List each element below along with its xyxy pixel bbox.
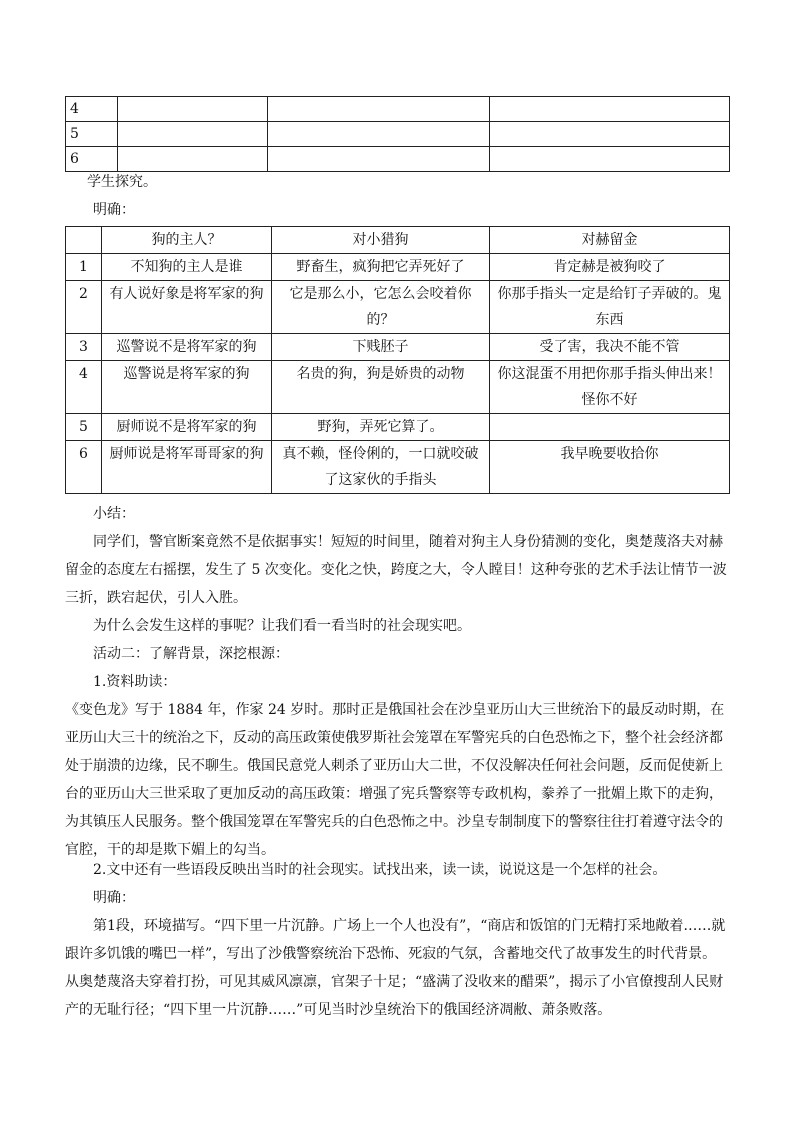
- hlj-attitude-cell: 你那手指头一定是给钉子弄破的。鬼东西: [490, 281, 730, 334]
- table-row: [66, 414, 730, 441]
- table-row: [66, 97, 730, 122]
- table-row: [66, 254, 730, 281]
- hlj-attitude-cell: 肯定赫是被狗咬了: [490, 254, 730, 281]
- analysis-paragraph: 第1段，环境描写。“四下里一片沉静。广场上一个人也没有”，“商店和饭馆的门无精打采地敞着……就跟许多饥饿的嘴巴一样”，写出了沙俄警察统治下恐怖、死寂的气氛，含蓄地交代了故事发生的时代背景。从奥楚蔑洛夫穿着打扮，可见其威风凛凛，官架子十足；“盛满了没收来的醋栗”，揭示了小官僚搜刮人民财产的无耻行径；“四下里一片沉静……”可见当时沙皇统治下的俄国经济凋敝、萧条败落。: [65, 918, 726, 1018]
- dog-attitude-cell: 野狗，弄死它算了。: [272, 414, 490, 441]
- owner-cell: 巡警说不是将军家的狗: [102, 334, 272, 361]
- owner-cell: 不知狗的主人是谁: [102, 254, 272, 281]
- table-row: [66, 281, 730, 334]
- table-row: [66, 334, 730, 361]
- summary-label: 小结：: [93, 506, 135, 522]
- top-table: [65, 96, 730, 172]
- analysis-table: [65, 226, 730, 494]
- row-number: 6: [66, 147, 118, 172]
- column-header: 对小猎狗: [272, 227, 490, 254]
- column-header: [66, 227, 102, 254]
- hlj-attitude-cell: [490, 414, 730, 441]
- hlj-attitude-cell: 我早晚要收拾你: [490, 441, 730, 494]
- row-number: 4: [66, 97, 118, 122]
- clarify-label: 明确：: [93, 202, 135, 218]
- table-cell: [268, 97, 490, 122]
- summary-paragraph: 同学们，警官断案竟然不是依据事实！短短的时间里，随着对狗主人身份猜测的变化，奥楚蔑洛夫对赫留金的态度左右摇摆，发生了 5 次变化。变化之快，跨度之大，令人瞠目！这种夸张的艺术手法让情节一波三折，跌宕起伏，引人入胜。: [65, 534, 727, 606]
- row-number: 5: [66, 122, 118, 147]
- activity-two-heading: 活动二：了解背景，深挖根源：: [93, 646, 289, 662]
- explore-line: 学生探究。: [87, 174, 157, 190]
- material-label: 1.资料助读：: [93, 674, 177, 690]
- material-paragraph: 《变色龙》写于 1884 年，作家 24 岁时。那时正是俄国社会在沙皇亚历山大三世统治下的最反动时期，在亚历山大三十的统治之下，反动的高压政策使俄罗斯社会笼罩在军警宪兵的白色恐怖之下，整个社会经济都处于崩溃的边缘，民不聊生。俄国民意党人刺杀了亚历山大二世，不仅没解决任何社会问题，反而促使新上台的亚历山大三世采取了更加反动的高压政策：增强了宪兵警察等专政机构，豢养了一批媚上欺下的走狗，为其镇压人民服务。整个俄国笼罩在军警宪兵的白色恐怖之中。沙皇专制制度下的警察往往打着遵守法令的官腔，干的却是欺下媚上的勾当。: [65, 702, 725, 858]
- table-cell: [490, 97, 730, 122]
- row-number: 1: [66, 254, 102, 281]
- dog-attitude-cell: 名贵的狗，狗是娇贵的动物: [272, 361, 490, 414]
- table-cell: [490, 122, 730, 147]
- owner-cell: 厨师说是将军哥哥家的狗: [102, 441, 272, 494]
- row-number: 3: [66, 334, 102, 361]
- table-row: [66, 361, 730, 414]
- column-header: 狗的主人？: [102, 227, 272, 254]
- table-cell: [118, 97, 268, 122]
- row-number: 2: [66, 281, 102, 334]
- hlj-attitude-cell: 受了害，我决不能不管: [490, 334, 730, 361]
- owner-cell: 有人说好象是将军家的狗: [102, 281, 272, 334]
- table-cell: [268, 122, 490, 147]
- clarify-label-two: 明确：: [93, 890, 135, 906]
- why-question: 为什么会发生这样的事呢？让我们看一看当时的社会现实吧。: [93, 618, 471, 634]
- table-row: [66, 122, 730, 147]
- row-number: 4: [66, 361, 102, 414]
- table-header-row: [66, 227, 730, 254]
- column-header: 对赫留金: [490, 227, 730, 254]
- table-row: [66, 441, 730, 494]
- dog-attitude-cell: 野畜生，疯狗把它弄死好了: [272, 254, 490, 281]
- row-number: 5: [66, 414, 102, 441]
- question-two: 2.文中还有一些语段反映出当时的社会现实。试找出来，读一读，说说这是一个怎样的社会。: [93, 862, 667, 878]
- dog-attitude-cell: 真不赖，怪伶俐的，一口就咬破了这家伙的手指头: [272, 441, 490, 494]
- dog-attitude-cell: 下贱胚子: [272, 334, 490, 361]
- table-cell: [118, 122, 268, 147]
- dog-attitude-cell: 它是那么小，它怎么会咬着你的？: [272, 281, 490, 334]
- owner-cell: 巡警说是将军家的狗: [102, 361, 272, 414]
- row-number: 6: [66, 441, 102, 494]
- owner-cell: 厨师说不是将军家的狗: [102, 414, 272, 441]
- hlj-attitude-cell: 你这混蛋不用把你那手指头伸出来！怪你不好: [490, 361, 730, 414]
